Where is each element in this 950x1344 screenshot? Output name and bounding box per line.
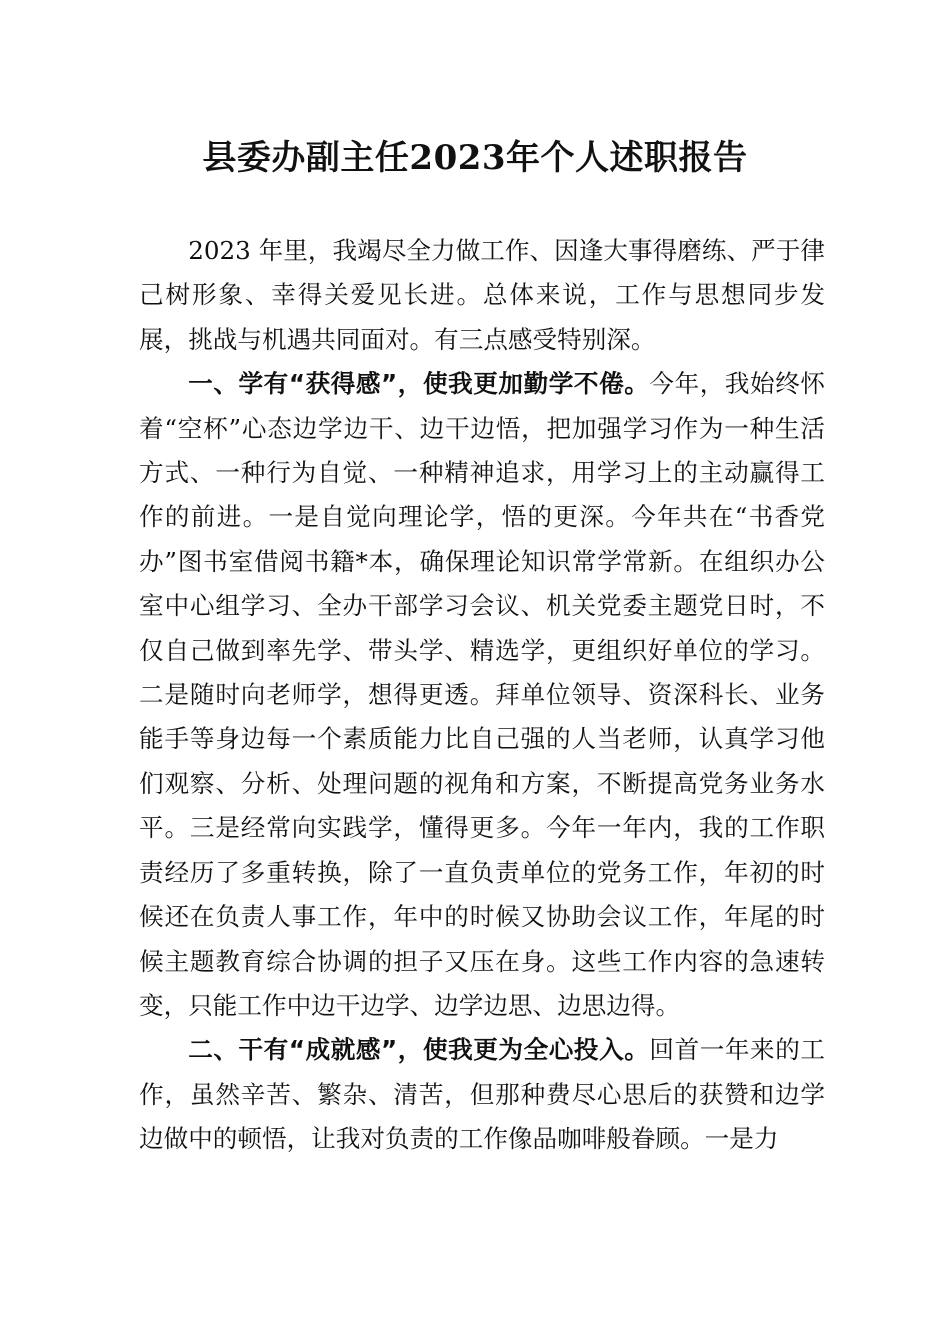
paragraph-intro-text: 2023 年里，我竭尽全力做工作、因逢大事得磨练、严于律己树形象、幸得关爱见长进。总体来说，工作与思想同步发展，挑战与机遇共同面对。有三点感受特别深。 <box>139 236 825 354</box>
document-title: 县委办副主任2023年个人述职报告 <box>202 138 748 178</box>
section-2-heading: 二、干有“成就感”，使我更为全心投入。 <box>188 1035 650 1065</box>
section-2-text: 回首一年来的工作，虽然辛苦、繁杂、清苦，但那种费尽心思后的获赞和边学边做中的顿悟，让我对负责的工作像品咖啡般眷顾。一是力 <box>139 1035 825 1154</box>
section-1-text: 今年，我始终怀着“空杯”心态边学边干、边干边悟，把加强学习作为一种生活方式、一种行为自觉、一种精神追求，用学习上的主动赢得工作的前进。一是自觉向理论学，悟的更深。今年共在“书香党办”图书室借阅书籍*本，确保理论知识常学常新。在组织办公室中心组学习、全办干部学习会议、机关党委主题党日时，不仅自己做到率先学、带头学、精选学，更组织好单位的学习。二是随时向老师学，想得更透。拜单位领导、资深科长、业务能手等身边每一个素质能力比自己强的人当老师，认真学习他们观察、分析、处理问题的视角和方案，不断提高党务业务水平。三是经常向实践学，懂得更多。今年一年内，我的工作职责经历了多重转换，除了一直负责单位的党务工作，年初的时候还在负责人事工作，年中的时候又协助会议工作，年尾的时候主题教育综合协调的担子又压在身。这些工作内容的急速转变，只能工作中边干边学、边学边思、边思边得。 <box>139 369 825 1020</box>
paragraph-section-1 <box>139 362 825 1028</box>
document-body <box>139 229 825 1162</box>
section-1-heading: 一、学有“获得感”，使我更加勤学不倦。 <box>188 369 650 399</box>
paragraph-intro <box>139 229 825 362</box>
paragraph-section-2 <box>139 1028 825 1161</box>
